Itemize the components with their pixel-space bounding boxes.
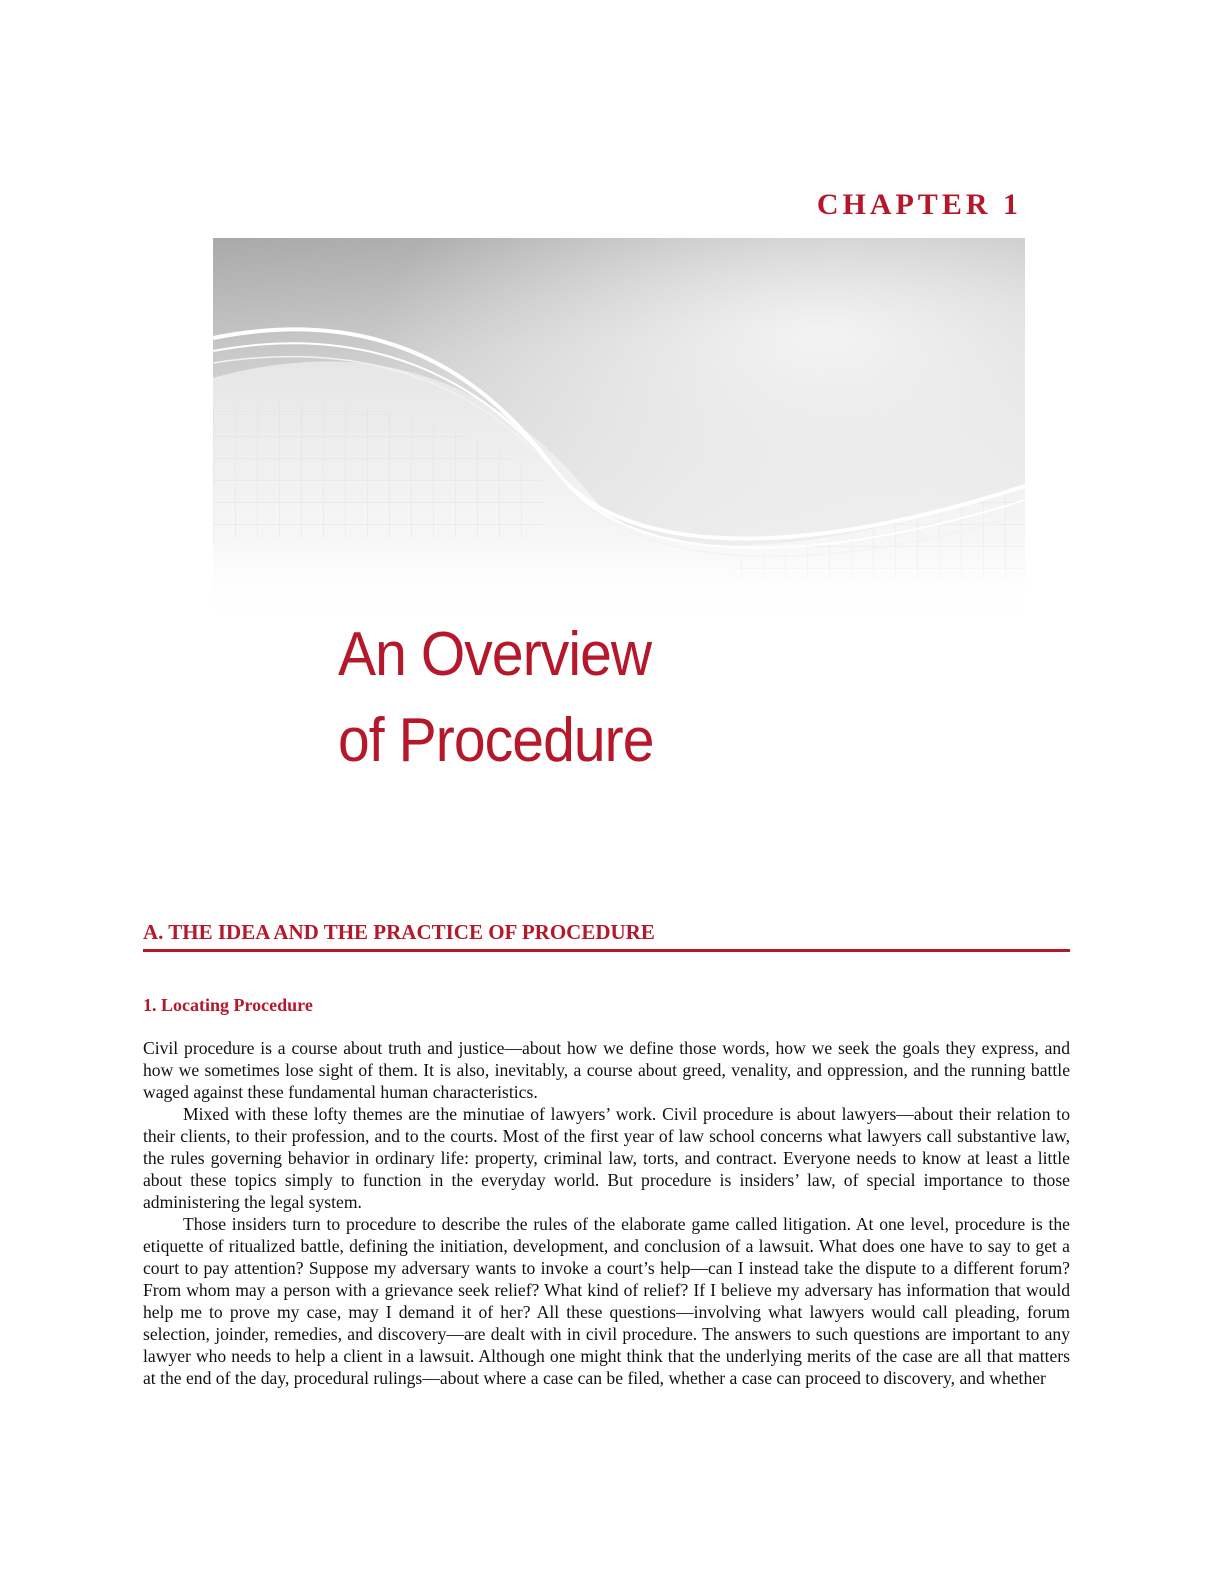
- subsection-heading: 1. Locating Procedure: [143, 995, 313, 1015]
- section-heading: A. THE IDEA AND THE PRACTICE OF PROCEDURE: [143, 920, 1070, 952]
- chapter-title-line-2: of Procedure: [338, 706, 654, 775]
- paragraph: Mixed with these lofty themes are the minutiae of lawyers’ work. Civil procedure is about lawyers—about their relation to their clients, to their profession, and to the courts. Most of the first year of law school concerns what lawyers call substantive law, the rules governing behavior in ordinary life: property, criminal law, torts, and contract. Everyone needs to know at least a little about these topics simply to function in the everyday world. But procedure is insiders’ law, of special importance to those administering the legal system.: [143, 1104, 1070, 1212]
- chapter-title: [338, 612, 654, 784]
- chapter-title-line-1: An Overview: [338, 620, 652, 689]
- body-text: [143, 1037, 1070, 1389]
- chapter-label: CHAPTER 1: [816, 188, 1022, 221]
- paragraph: Those insiders turn to procedure to describe the rules of the elaborate game called litigation. At one level, procedure is the etiquette of ritualized battle, defining the initiation, development, and conclusion of a lawsuit. What does one have to say to get a court to pay attention? Suppose my adversary wants to invoke a court’s help—can I instead take the dispute to a different forum? From whom may a person with a grievance seek relief? What kind of relief? If I believe my adversary has information that would help me to prove my case, may I demand it of her? All these questions—involving what lawyers would call pleading, forum selection, joinder, remedies, and discovery—are dealt with in civil procedure. The answers to such questions are important to any lawyer who needs to help a client in a lawsuit. Although one might think that the underlying merits of the case are all that matters at the end of the day, procedural rulings—about where a case can be filed, whether a case can proceed to discovery, and whether: [143, 1214, 1070, 1388]
- paragraph: Civil procedure is a course about truth and justice—about how we define those words, how we seek the goals they express, and how we sometimes lose sight of them. It is also, inevitably, a course about greed, venality, and oppression, and the running battle waged against these fundamental human characteristics.: [143, 1038, 1070, 1102]
- chapter-banner-image: [213, 238, 1025, 628]
